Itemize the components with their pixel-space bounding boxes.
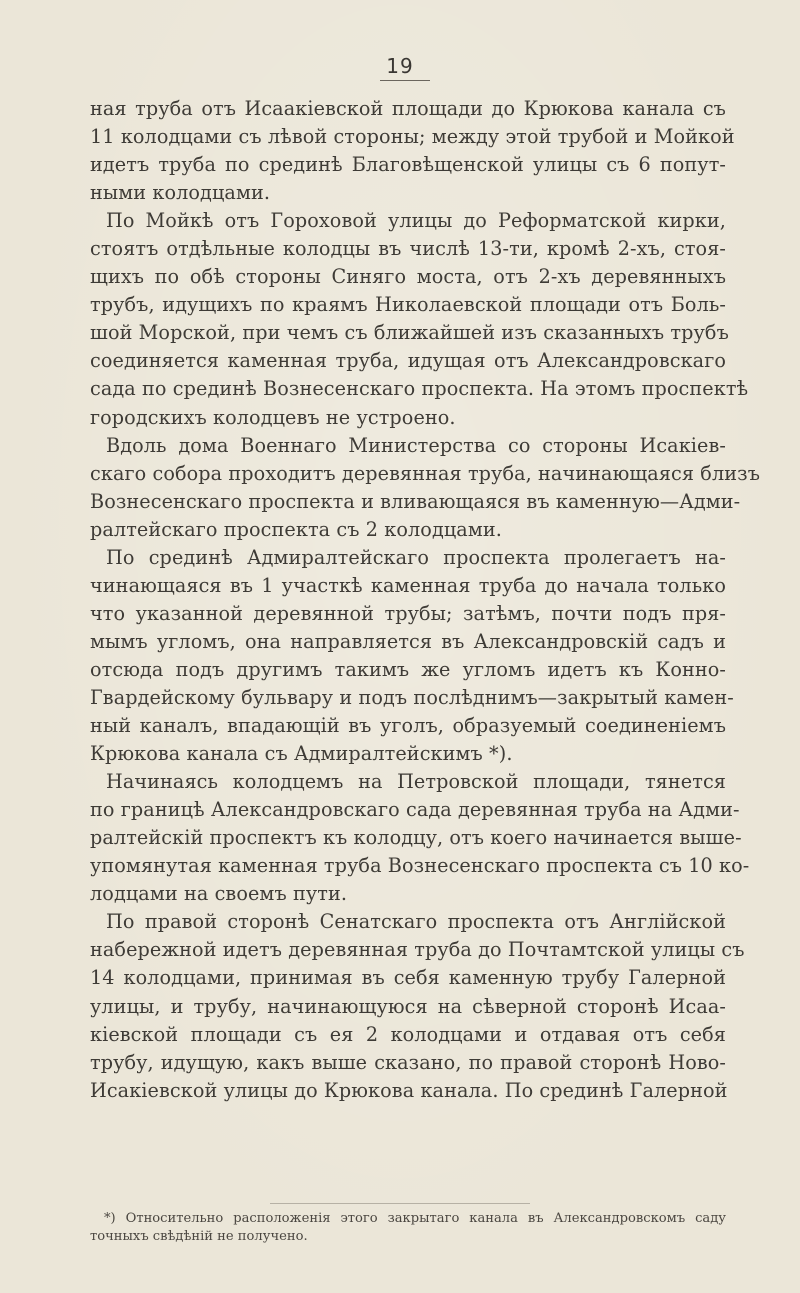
text-line: щихъ по обѣ стороны Синяго моста, отъ 2-хъ деревянныхъ xyxy=(90,265,726,289)
text-line: По правой сторонѣ Сенатскаго проспекта отъ Англійской xyxy=(106,910,726,934)
text-line: По срединѣ Адмиралтейскаго проспекта пролегаетъ на- xyxy=(106,545,726,569)
text-line: городскихъ колодцевъ не устроено. xyxy=(90,405,456,429)
text-line: скаго собора проходитъ деревянная труба, начинающаяся близъ xyxy=(90,461,761,485)
text-line: ный каналъ, впадающій въ уголъ, образуемый соединеніемъ xyxy=(90,714,726,738)
text-line: Начинаясь колодцемъ на Петровской площади, тянется xyxy=(106,770,726,794)
text-line: 11 колодцами съ лѣвой стороны; между этой трубой и Мойкой xyxy=(90,125,735,149)
text-line: ралтейскій проспектъ къ колодцу, отъ коего начинается выше- xyxy=(90,826,742,850)
text-line: ными колодцами. xyxy=(90,181,271,205)
text-line: Исакіевской улицы до Крюкова канала. По срединѣ Галерной xyxy=(90,1078,728,1102)
text-line: лодцами на своемъ пути. xyxy=(90,882,348,906)
footnote-line: *) Относительно расположенія этого закрытаго канала въ Александровскомъ саду xyxy=(104,1211,726,1226)
text-line: Вознесенскаго проспекта и вливающаяся въ каменную—Адми- xyxy=(90,489,741,513)
text-line: сада по срединѣ Вознесенскаго проспекта. На этомъ проспектѣ xyxy=(90,377,749,401)
text-line: ная труба отъ Исаакіевской площади до Крюкова канала съ xyxy=(90,97,726,120)
text-line: Крюкова канала съ Адмиралтейскимъ *). xyxy=(90,742,513,766)
text-line: Вдоль дома Военнаго Министерства со стороны Исакіев- xyxy=(106,433,726,457)
text-line: ралтейскаго проспекта съ 2 колодцами. xyxy=(90,517,502,541)
body-text xyxy=(90,95,761,1105)
text-line: набережной идетъ деревянная труба до Почтамтской улицы съ xyxy=(90,938,745,962)
text-line: что указанной деревянной трубы; затѣмъ, почти подъ пря- xyxy=(90,601,726,625)
text-line: по границѣ Александровскаго сада деревянная труба на Адми- xyxy=(90,798,740,822)
footnote xyxy=(90,1210,726,1245)
text-line: Гвардейскому бульвару и подъ послѣднимъ—закрытый камен- xyxy=(90,685,734,709)
text-line: отсюда подъ другимъ такимъ же угломъ идетъ къ Конно- xyxy=(90,657,726,681)
text-line: трубъ, идущихъ по краямъ Николаевской площади отъ Боль- xyxy=(90,293,726,317)
page-number: 19 xyxy=(386,54,414,78)
footnote-rule xyxy=(270,1203,530,1204)
text-line: улицы, и трубу, начинающуюся на сѣверной сторонѣ Исаа- xyxy=(90,994,726,1018)
text-line: чинающаяся въ 1 участкѣ каменная труба до начала только xyxy=(90,573,726,597)
text-line: стоятъ отдѣльные колодцы въ числѣ 13-ти, кромѣ 2-хъ, стоя- xyxy=(90,237,726,261)
text-line: шой Морской, при чемъ съ ближайшей изъ сказанныхъ трубъ xyxy=(90,321,729,345)
footnote-line: точныхъ свѣдѣній не получено. xyxy=(90,1228,308,1244)
page-number-rule xyxy=(380,80,430,81)
text-line: упомянутая каменная труба Вознесенскаго проспекта съ 10 ко- xyxy=(90,854,750,878)
text-line: 14 колодцами, принимая въ себя каменную трубу Галерной xyxy=(90,966,726,990)
text-line: По Мойкѣ отъ Гороховой улицы до Реформатской кирки, xyxy=(106,209,726,233)
text-line: трубу, идущую, какъ выше сказано, по правой сторонѣ Ново- xyxy=(90,1050,726,1074)
text-line: идетъ труба по срединѣ Благовѣщенской улицы съ 6 попут- xyxy=(90,153,726,177)
text-line: соединяется каменная труба, идущая отъ Александровскаго xyxy=(90,349,726,373)
text-line: мымъ угломъ, она направляется въ Александровскій садъ и xyxy=(90,629,726,653)
text-line: кіевской площади съ ея 2 колодцами и отдавая отъ себя xyxy=(90,1022,726,1046)
